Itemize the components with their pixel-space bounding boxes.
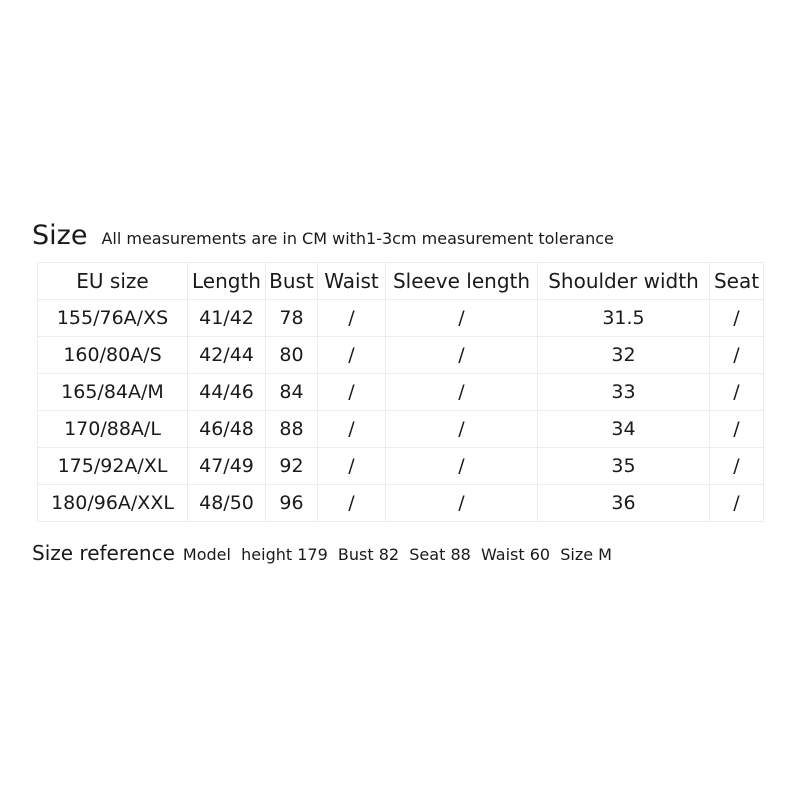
table-row xyxy=(38,485,764,522)
cell-bust: 88 xyxy=(266,411,318,448)
column-header-seat: Seat xyxy=(710,263,764,300)
cell-shoulder-width: 33 xyxy=(538,374,710,411)
model-details: Model height 179 Bust 82 Seat 88 Waist 60 Size M xyxy=(182,545,612,564)
cell-seat: / xyxy=(710,337,764,374)
cell-seat: / xyxy=(710,411,764,448)
cell-waist: / xyxy=(318,485,386,522)
size-chart-table xyxy=(37,262,764,522)
cell-waist: / xyxy=(318,411,386,448)
cell-seat: / xyxy=(710,374,764,411)
size-reference-label: Size reference xyxy=(32,541,175,565)
column-header-eu-size: EU size xyxy=(38,263,188,300)
cell-eu-size: 155/76A/XS xyxy=(38,300,188,337)
cell-length: 47/49 xyxy=(188,448,266,485)
cell-seat: / xyxy=(710,448,764,485)
cell-length: 41/42 xyxy=(188,300,266,337)
size-title-line xyxy=(32,220,614,251)
cell-bust: 80 xyxy=(266,337,318,374)
cell-sleeve-length: / xyxy=(386,485,538,522)
table-row xyxy=(38,411,764,448)
column-header-bust: Bust xyxy=(266,263,318,300)
cell-length: 42/44 xyxy=(188,337,266,374)
column-header-shoulder-width: Shoulder width xyxy=(538,263,710,300)
cell-sleeve-length: / xyxy=(386,448,538,485)
cell-length: 48/50 xyxy=(188,485,266,522)
cell-eu-size: 160/80A/S xyxy=(38,337,188,374)
cell-sleeve-length: / xyxy=(386,411,538,448)
cell-shoulder-width: 34 xyxy=(538,411,710,448)
cell-sleeve-length: / xyxy=(386,300,538,337)
cell-bust: 96 xyxy=(266,485,318,522)
table-header-row xyxy=(38,263,764,300)
cell-sleeve-length: / xyxy=(386,337,538,374)
cell-length: 46/48 xyxy=(188,411,266,448)
cell-waist: / xyxy=(318,374,386,411)
table-row xyxy=(38,300,764,337)
measurement-note: All measurements are in CM with1-3cm measurement tolerance xyxy=(101,229,614,248)
cell-seat: / xyxy=(710,485,764,522)
cell-seat: / xyxy=(710,300,764,337)
cell-waist: / xyxy=(318,337,386,374)
table-row xyxy=(38,448,764,485)
cell-shoulder-width: 31.5 xyxy=(538,300,710,337)
cell-shoulder-width: 36 xyxy=(538,485,710,522)
column-header-sleeve-length: Sleeve length xyxy=(386,263,538,300)
size-title: Size xyxy=(32,220,88,251)
cell-length: 44/46 xyxy=(188,374,266,411)
cell-bust: 84 xyxy=(266,374,318,411)
cell-waist: / xyxy=(318,448,386,485)
cell-eu-size: 175/92A/XL xyxy=(38,448,188,485)
cell-shoulder-width: 35 xyxy=(538,448,710,485)
table-row xyxy=(38,374,764,411)
cell-bust: 92 xyxy=(266,448,318,485)
cell-eu-size: 165/84A/M xyxy=(38,374,188,411)
cell-eu-size: 170/88A/L xyxy=(38,411,188,448)
column-header-length: Length xyxy=(188,263,266,300)
cell-eu-size: 180/96A/XXL xyxy=(38,485,188,522)
size-reference-line xyxy=(32,541,612,565)
table-row xyxy=(38,337,764,374)
cell-bust: 78 xyxy=(266,300,318,337)
column-header-waist: Waist xyxy=(318,263,386,300)
cell-waist: / xyxy=(318,300,386,337)
cell-shoulder-width: 32 xyxy=(538,337,710,374)
cell-sleeve-length: / xyxy=(386,374,538,411)
